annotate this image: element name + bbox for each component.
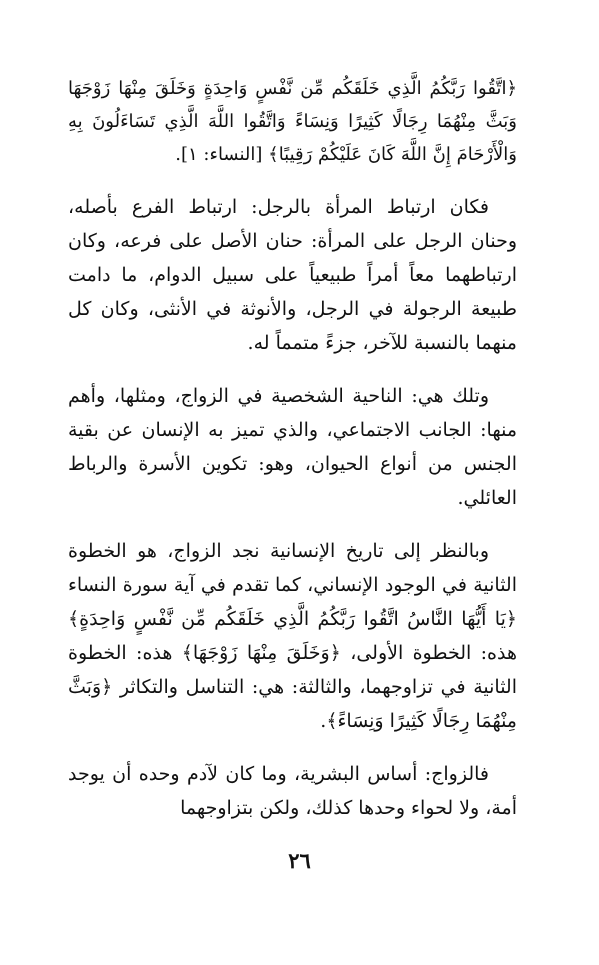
body-paragraph-social: وتلك هي: الناحية الشخصية في الزواج، ومثلها، وأهم منها: الجانب الاجتماعي، والذي تميز به الإنسان عن بقية الجنس من أنواع الحيوان، وهو: تكوين الأسرة والرباط العائلي. — [68, 385, 517, 509]
body-paragraph-marriage: فالزواج: أساس البشرية، وما كان لآدم وحده أن يوجد أمة، ولا لحواء وحدها كذلك، ولكن بتزاوجهما — [68, 763, 517, 819]
page-number: ٢٦ — [288, 848, 311, 873]
body-paragraph-history: وبالنظر إلى تاريخ الإنسانية نجد الزواج، هو الخطوة الثانية في الوجود الإنساني، كما تقدم في آية سورة النساء ﴿يَا أَيُّهَا النَّاسُ اتَّقُوا رَبَّكُمُ الَّذِي خَلَقَكُم مِّن نَّفْسٍ وَاحِدَةٍ﴾ هذه: الخطوة الأولى، ﴿وَخَلَقَ مِنْهَا زَوْجَهَا﴾ هذه: الخطوة الثانية في تزاوجهما، والثالثة: هي: التناسل والتكاثر ﴿وَبَثَّ مِنْهُمَا رِجَالًا كَثِيرًا وَنِسَاءً﴾. — [68, 540, 517, 732]
body-paragraph-relation: فكان ارتباط المرأة بالرجل: ارتباط الفرع بأصله، وحنان الرجل على المرأة: حنان الأصل على فرعه، وكان ارتباطهما معاً أمراً طبيعياً على سبيل الدوام، ما دامت طبيعة الرجولة في الرجل، والأنوثة في الأنثى، وكان كل منهما بالنسبة للآخر، جزءً متمماً له. — [68, 196, 517, 354]
quran-verse-paragraph: ﴿اتَّقُوا رَبَّكُمُ الَّذِي خَلَقَكُم مِّن نَّفْسٍ وَاحِدَةٍ وَخَلَقَ مِنْهَا زَوْجَهَا وَبَثَّ مِنْهُمَا رِجَالًا كَثِيرًا وَنِسَاءً وَاتَّقُوا اللَّهَ الَّذِي تَسَاءَلُونَ بِهِ وَالْأَرْحَامَ إِنَّ اللَّهَ كَانَ عَلَيْكُمْ رَقِيبًا﴾ [النساء: ١]. — [68, 78, 517, 165]
